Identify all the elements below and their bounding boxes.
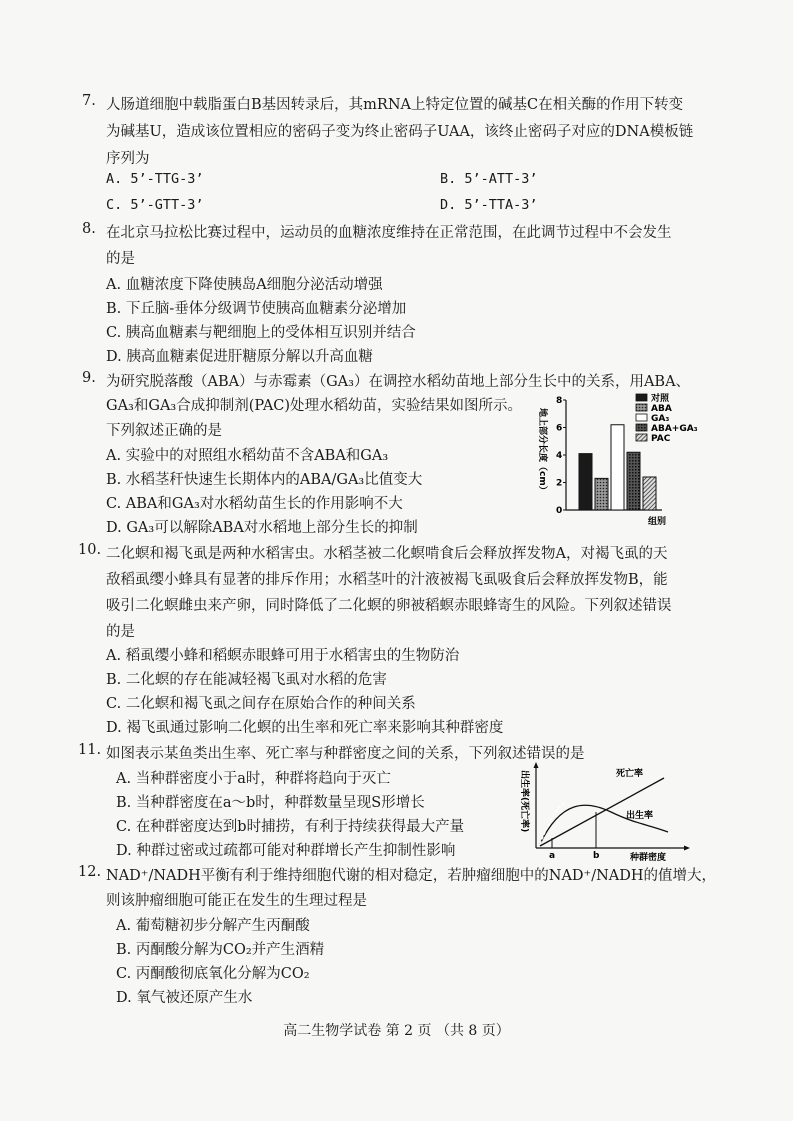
question-12-option-c: C. 丙酮酸彻底氧化分解为CO₂ bbox=[116, 966, 310, 982]
question-10-line-4: 的是 bbox=[106, 624, 135, 640]
question-9-option-a: A. 实验中的对照组水稻幼苗不含ABA和GA₃ bbox=[106, 448, 389, 464]
question-10-number: 10. bbox=[78, 542, 102, 558]
question-8-number: 8. bbox=[82, 221, 96, 237]
question-7-option-c: C. 5’-GTT-3’ bbox=[106, 197, 204, 213]
question-9-option-c: C. ABA和GA₃对水稻幼苗生长的作用影响不大 bbox=[106, 496, 403, 512]
legend-swatch-3 bbox=[636, 424, 647, 431]
bar-chart-ytick-label: 6 bbox=[556, 423, 563, 434]
chart2-xtick-a: a bbox=[549, 851, 556, 861]
question-9-line-2: GA₃和GA₃合成抑制剂(PAC)处理水稻幼苗，实验结果如图所示。 bbox=[106, 398, 523, 414]
legend-label-3: ABA+GA₃ bbox=[651, 424, 698, 434]
question-11-option-c: C. 在种群密度达到b时捕捞，有利于持续获得最大产量 bbox=[116, 819, 465, 835]
chart2-ylabel: 出生率(死亡率) bbox=[519, 770, 529, 833]
question-9-line-1: 为研究脱落酸（ABA）与赤霉素（GA₃）在调控水稻幼苗地上部分生长中的关系，用ABA、 bbox=[106, 374, 691, 390]
question-10-option-b: B. 二化螟的存在能减轻褐飞虱对水稻的危害 bbox=[106, 672, 387, 688]
question-11-option-d: D. 种群过密或过疏都可能对种群增长产生抑制性影响 bbox=[116, 843, 456, 859]
legend-swatch-2 bbox=[636, 414, 647, 421]
question-12-line-2: 则该肿瘤细胞可能正在发生的生理过程是 bbox=[106, 893, 367, 909]
question-8-option-d: D. 胰高血糖素促进肝糖原分解以升高血糖 bbox=[106, 349, 373, 365]
question-7-option-d: D. 5’-TTA-3’ bbox=[440, 197, 538, 213]
question-7-option-b: B. 5’-ATT-3’ bbox=[440, 171, 538, 187]
birth-rate-label: 出生率 bbox=[626, 811, 654, 821]
question-7-line-3: 序列为 bbox=[106, 151, 150, 167]
bar-1 bbox=[595, 478, 608, 510]
question-10-option-d: D. 褐飞虱通过影响二化螟的出生率和死亡率来影响其种群密度 bbox=[106, 720, 504, 736]
question-9-line-3: 下列叙述正确的是 bbox=[106, 423, 222, 439]
question-8-option-b: B. 下丘脑-垂体分级调节使胰高血糖素分泌增加 bbox=[106, 301, 407, 317]
question-7-option-a: A. 5’-TTG-3’ bbox=[106, 171, 204, 187]
question-12-option-a: A. 葡萄糖初步分解产生丙酮酸 bbox=[116, 918, 310, 934]
bar-4 bbox=[643, 477, 656, 510]
question-8-option-c: C. 胰高血糖素与靶细胞上的受体相互识别并结合 bbox=[106, 325, 416, 341]
legend-label-2: GA₃ bbox=[651, 414, 670, 424]
bar-chart-xlabel: 组别 bbox=[648, 517, 667, 527]
bar-chart-ytick-label: 0 bbox=[556, 506, 563, 516]
chart2-xtick-b: b bbox=[593, 851, 600, 861]
death-rate-label: 死亡率 bbox=[616, 769, 644, 779]
chart2-x-arrow bbox=[684, 846, 690, 851]
question-12-option-b: B. 丙酮酸分解为CO₂并产生酒精 bbox=[116, 942, 325, 958]
bar-chart-ytick-label: 4 bbox=[556, 451, 563, 461]
page-footer: 高二生物学试卷 第 2 页 （共 8 页） bbox=[283, 1023, 510, 1039]
chart2-y-arrow bbox=[534, 762, 539, 768]
question-12-line-1: NAD⁺/NADH平衡有利于维持细胞代谢的相对稳定，若肿瘤细胞中的NAD⁺/NADH的值增大， bbox=[106, 868, 717, 884]
question-12-option-d: D. 氧气被还原产生水 bbox=[116, 990, 253, 1006]
question-7-number: 7. bbox=[82, 93, 96, 109]
bar-2 bbox=[611, 425, 624, 510]
question-9-option-d: D. GA₃可以解除ABA对水稻地上部分生长的抑制 bbox=[106, 520, 418, 536]
question-9-number: 9. bbox=[82, 370, 96, 386]
chart2-xlabel: 种群密度 bbox=[630, 853, 667, 863]
question-7-line-1: 人肠道细胞中载脂蛋白B基因转录后，其mRNA上特定位置的碱基C在相关酶的作用下转变 bbox=[106, 97, 684, 113]
legend-label-4: PAC bbox=[651, 434, 671, 444]
question-10-option-a: A. 稻虱缨小蜂和稻螟赤眼蜂可用于水稻害虫的生物防治 bbox=[106, 648, 460, 664]
question-8-option-a: A. 血糖浓度下降使胰岛A细胞分泌活动增强 bbox=[106, 277, 383, 293]
legend-swatch-1 bbox=[636, 404, 647, 411]
legend-label-0: 对照 bbox=[651, 394, 670, 404]
question-10-option-c: C. 二化螟和褐飞虱之间存在原始合作的种间关系 bbox=[106, 696, 416, 712]
question-7-line-2: 为碱基U，造成该位置相应的密码子变为终止密码子UAA，该终止密码子对应的DNA模板链 bbox=[106, 124, 694, 140]
bar-0 bbox=[579, 454, 592, 510]
plant-height-bar-chart bbox=[536, 388, 716, 528]
legend-swatch-4 bbox=[636, 434, 647, 441]
question-11-number: 11. bbox=[78, 742, 102, 758]
legend-label-1: ABA bbox=[651, 404, 672, 414]
bar-chart-ylabel: 地上部分长度（cm） bbox=[537, 408, 547, 495]
question-11-option-b: B. 当种群密度在a～b时，种群数量呈现S形增长 bbox=[116, 795, 425, 811]
birth-death-rate-chart bbox=[506, 760, 691, 865]
question-8-line-2: 的是 bbox=[106, 251, 135, 267]
bar-3 bbox=[627, 452, 640, 510]
question-11-option-a: A. 当种群密度小于a时，种群将趋向于灭亡 bbox=[116, 771, 391, 787]
question-11-line-1: 如图表示某鱼类出生率、死亡率与种群密度之间的关系，下列叙述错误的是 bbox=[106, 746, 585, 762]
bar-chart-ytick-label: 8 bbox=[556, 396, 563, 406]
question-9-option-b: B. 水稻茎秆快速生长期体内的ABA/GA₃比值变大 bbox=[106, 472, 423, 488]
question-8-line-1: 在北京马拉松比赛过程中，运动员的血糖浓度维持在正常范围，在此调节过程中不会发生 bbox=[106, 225, 672, 241]
question-10-line-1: 二化螟和褐飞虱是两种水稻害虫。水稻茎被二化螟啃食后会释放挥发物A，对褐飞虱的天 bbox=[106, 546, 668, 562]
question-10-line-2: 敌稻虱缨小蜂具有显著的排斥作用；水稻茎叶的汁液被褐飞虱吸食后会释放挥发物B，能 bbox=[106, 572, 668, 588]
question-10-line-3: 吸引二化螟雌虫来产卵，同时降低了二化螟的卵被稻螟赤眼蜂寄生的风险。下列叙述错误 bbox=[106, 598, 672, 614]
legend-swatch-0 bbox=[636, 394, 647, 401]
question-12-number: 12. bbox=[78, 864, 102, 880]
bar-chart-ytick-label: 2 bbox=[556, 478, 563, 489]
